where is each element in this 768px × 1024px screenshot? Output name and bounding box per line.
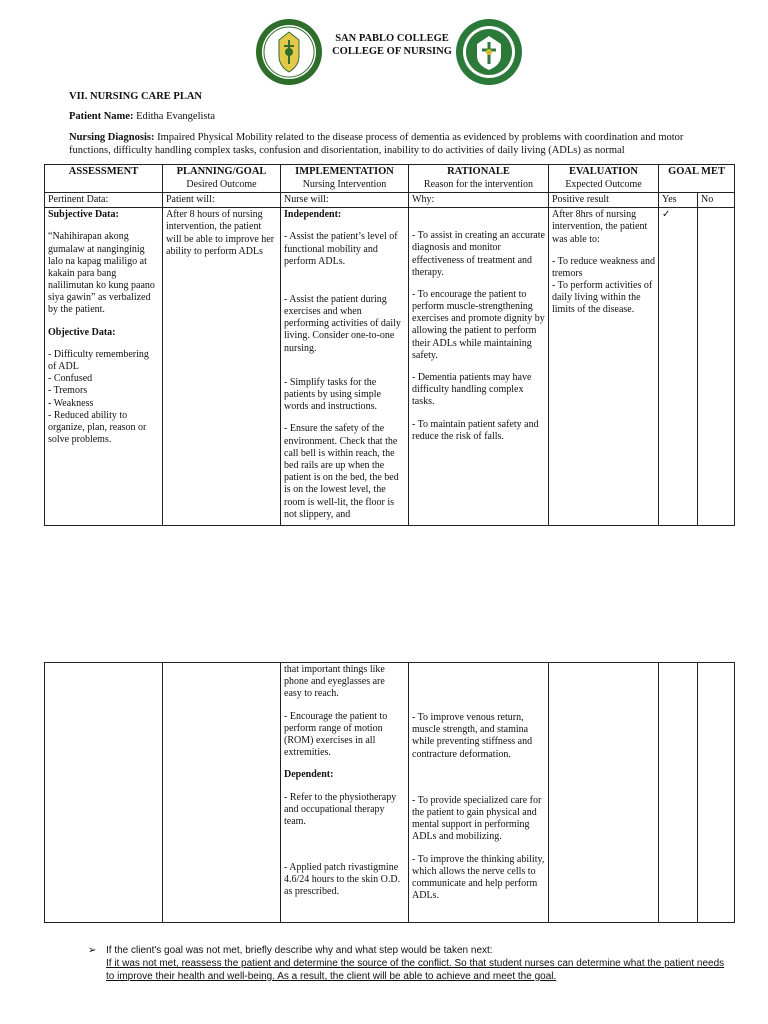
evaluation-cell xyxy=(549,208,659,526)
document-header xyxy=(255,18,525,88)
goal-not-met-section xyxy=(88,944,728,983)
implementation-cell xyxy=(281,208,409,526)
patient-name xyxy=(69,111,215,124)
college-name xyxy=(331,33,453,58)
header-goal-met: GOAL MET xyxy=(659,165,735,193)
nursing-diagnosis-label: Nursing Diagnosis: xyxy=(69,132,155,143)
rationale-3: - Dementia patients may have difficulty handling complex tasks. xyxy=(412,372,532,408)
goal-met-yes-cell xyxy=(659,208,698,526)
goal-met-no-cell-cont xyxy=(698,663,735,923)
nursing-diagnosis-value: Impaired Physical Mobility related to the disease process of dementia as evidenced by problems with coordination and motor functions, difficulty handling complex tasks, confusion and disorientation, inability to do activities of daily living (ADLs) as normal xyxy=(69,132,684,157)
planning-cell: After 8 hours of nursing intervention, the patient will be able to improve her ability to perform ADLs xyxy=(163,208,281,526)
san-pablo-college-seal-icon xyxy=(255,18,323,86)
intervention-6: - Refer to the physiotherapy and occupational therapy team. xyxy=(284,791,397,827)
goal-met-yes-cell-cont xyxy=(659,663,698,923)
patient-name-label: Patient Name: xyxy=(69,111,134,122)
subheader-pertinent-data: Pertinent Data: xyxy=(45,192,163,207)
assessment-cell-cont xyxy=(45,663,163,923)
evaluation-1: - To reduce weakness and tremors xyxy=(552,255,655,279)
evaluation-cell-cont xyxy=(549,663,659,923)
implementation-cell-cont xyxy=(281,663,409,923)
assessment-cell xyxy=(45,208,163,526)
arrow-bullet-icon: ➢ xyxy=(88,945,97,956)
header-implementation: IMPLEMENTATION Nursing Intervention xyxy=(281,165,409,193)
college-of-nursing-seal-icon xyxy=(455,18,523,86)
nursing-diagnosis xyxy=(69,131,709,157)
subheader-positive-result: Positive result xyxy=(549,192,659,207)
college-name-line1: SAN PABLO COLLEGE xyxy=(335,33,449,44)
subjective-quote: “Nahihirapan akong gumalaw at nanginginig lalo na kapag maliligo at kakain para bang nalilimutan ko kung paano siya gawin” as verbalized by the patient. xyxy=(48,231,155,316)
rationale-6: - To provide specialized care for the patient to gain physical and mental support in performing ADLs and mobilizing. xyxy=(412,794,542,843)
college-name-line2: COLLEGE OF NURSING xyxy=(332,45,452,57)
rationale-cell xyxy=(409,208,549,526)
care-plan-table-page1 xyxy=(44,164,735,526)
intervention-2: - Assist the patient during exercises and when performing activities of daily living. Consider one-to-one nursing. xyxy=(284,293,401,354)
header-planning: PLANNING/GOAL Desired Outcome xyxy=(163,165,281,193)
subheader-patient-will: Patient will: xyxy=(163,192,281,207)
header-rationale: RATIONALE Reason for the intervention xyxy=(409,165,549,193)
goal-not-met-answer: If it was not met, reassess the patient and determine the source of the conflict. So that student nurses can determine what the patient needs to improve their health and well-being. As a result, the client will be able to achieve and meet the goal. xyxy=(106,958,725,982)
patient-name-value: Editha Evangelista xyxy=(136,111,216,122)
objective-item: - Reduced ability to organize, plan, reason or solve problems. xyxy=(48,409,147,446)
rationale-1: - To assist in creating an accurate diagnosis and monitor effectiveness of treatment and therapy. xyxy=(412,230,545,278)
rationale-2: - To encourage the patient to perform muscle-strengthening exercises and promote dignity by allowing the patient to perform their ADLs while maintaining safety. xyxy=(412,288,545,361)
header-assessment: ASSESSMENT xyxy=(45,165,163,193)
rationale-7: - To improve the thinking ability, which allows the nerve cells to communicate and help perform ADLs. xyxy=(412,853,545,902)
evaluation-intro: After 8hrs of nursing intervention, the patient was able to: xyxy=(552,209,648,245)
objective-item: - Weakness xyxy=(48,397,94,409)
subheader-why: Why: xyxy=(409,192,549,207)
goal-not-met-question: If the client's goal was not met, briefly describe why and what step would be taken next: xyxy=(106,945,493,956)
care-plan-table-page2 xyxy=(44,662,735,923)
objective-data-title: Objective Data: xyxy=(48,326,116,338)
header-evaluation: EVALUATION Expected Outcome xyxy=(549,165,659,193)
goal-met-no-cell xyxy=(698,208,735,526)
intervention-1: - Assist the patient’s level of functional mobility and perform ADLs. xyxy=(284,231,398,267)
objective-item: - Confused xyxy=(48,373,93,385)
subheader-yes: Yes xyxy=(659,192,698,207)
objective-item: - Tremors xyxy=(48,385,88,397)
rationale-cell-cont xyxy=(409,663,549,923)
subjective-data-title: Subjective Data: xyxy=(48,209,119,221)
objective-list xyxy=(48,349,159,447)
dependent-title: Dependent: xyxy=(284,769,334,781)
intervention-3: - Simplify tasks for the patients by using simple words and instructions. xyxy=(284,376,381,413)
check-mark-icon: ✓ xyxy=(662,209,671,221)
rationale-4: - To maintain patient safety and reduce the risk of falls. xyxy=(412,418,539,442)
evaluation-2: - To perform activities of daily living within the limits of the disease. xyxy=(552,280,653,316)
section-title: VII. NURSING CARE PLAN xyxy=(69,91,203,102)
objective-item: - Difficulty remembering of ADL xyxy=(48,348,149,373)
intervention-4-cont: that important things like phone and eyeglasses are easy to reach. xyxy=(284,664,385,700)
subheader-nurse-will: Nurse will: xyxy=(281,192,409,207)
intervention-7: - Applied patch rivastigmine 4.6/24 hours to the skin O.D. as prescribed. xyxy=(284,862,401,898)
intervention-5: - Encourage the patient to perform range of motion (ROM) exercises in all extremities. xyxy=(284,710,388,759)
independent-title: Independent: xyxy=(284,209,342,221)
intervention-4: - Ensure the safety of the environment. Check that the call bell is within reach, the bed rails are up when the patient is on the bed, the bed is on the lowest level, the room is well-lit, the floor is not slippery, and xyxy=(284,423,399,520)
subheader-no: No xyxy=(698,192,735,207)
planning-cell-cont xyxy=(163,663,281,923)
rationale-5: - To improve venous return, muscle strength, and stamina while preventing stiffness and contracture deformation. xyxy=(412,712,533,760)
